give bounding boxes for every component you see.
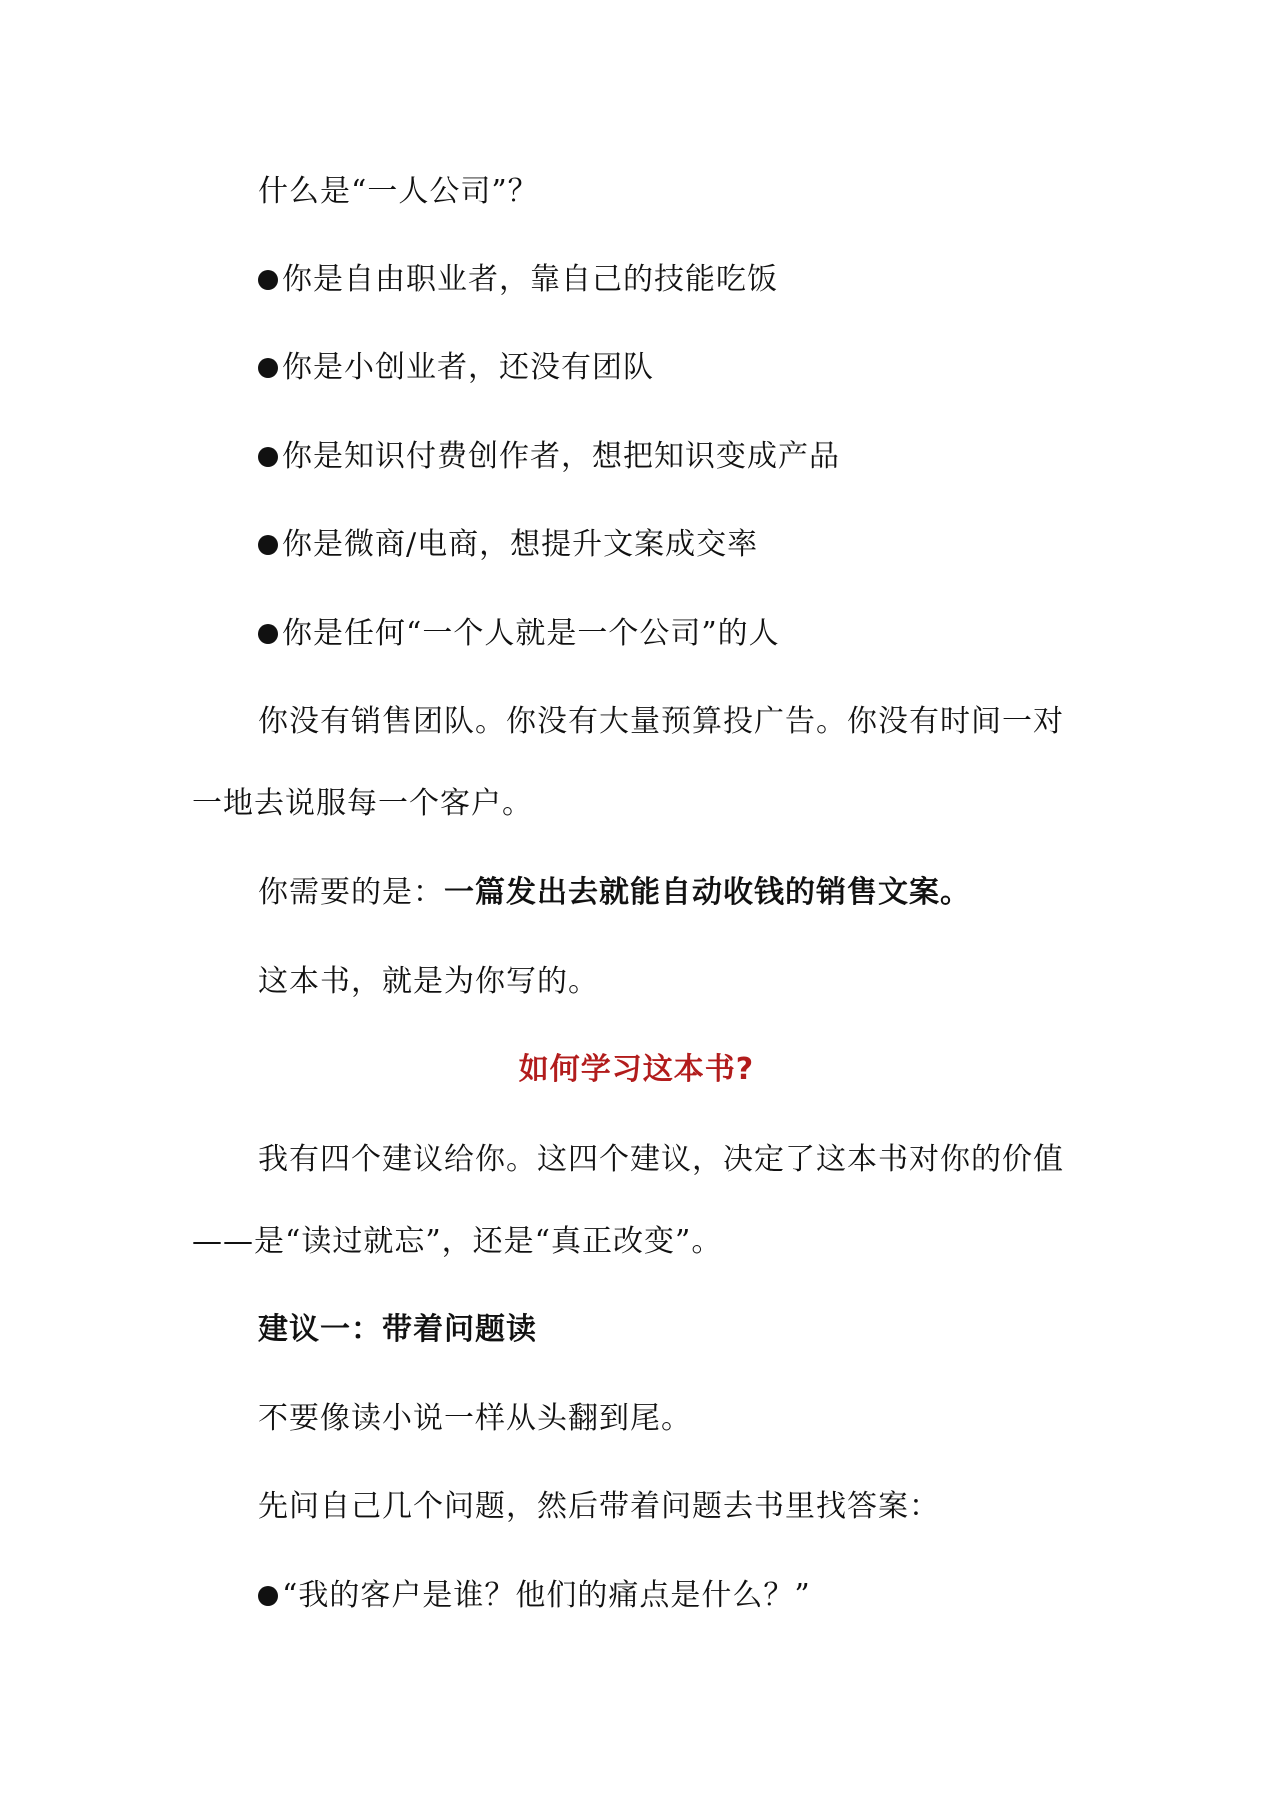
bullet-dot-icon — [258, 447, 278, 467]
list-item — [258, 614, 780, 654]
paragraph-line: 先问自己几个问题，然后带着问题去书里找答案： — [258, 1489, 940, 1524]
list-item-text: 你是自由职业者，靠自己的技能吃饭 — [282, 262, 778, 297]
need-emphasis: 一篇发出去就能自动收钱的销售文案。 — [444, 875, 971, 910]
intro-question: 什么是“一人公司”？ — [258, 174, 539, 209]
list-item — [258, 437, 840, 477]
paragraph-line: 你没有销售团队。你没有大量预算投广告。你没有时间一对 — [258, 704, 1064, 739]
for-you-line: 这本书，就是为你写的。 — [258, 964, 599, 999]
section-heading: 如何学习这本书? — [518, 1052, 755, 1087]
list-item-text: 你是小创业者，还没有团队 — [282, 350, 654, 385]
paragraph-line: 我有四个建议给你。这四个建议，决定了这本书对你的价值 — [258, 1142, 1064, 1177]
list-item — [258, 348, 654, 388]
list-item — [258, 260, 778, 300]
list-item-text: “我的客户是谁？他们的痛点是什么？” — [282, 1578, 811, 1613]
paragraph-line: 不要像读小说一样从头翻到尾。 — [258, 1401, 692, 1436]
need-statement — [258, 873, 971, 913]
need-prefix: 你需要的是： — [258, 875, 444, 910]
bullet-dot-icon — [258, 270, 278, 290]
list-item — [258, 525, 758, 565]
list-item-text: 你是微商/电商，想提升文案成交率 — [282, 527, 759, 562]
list-item — [258, 1576, 811, 1616]
bullet-dot-icon — [258, 358, 278, 378]
bullet-dot-icon — [258, 1586, 278, 1606]
tip-title: 建议一：带着问题读 — [258, 1312, 537, 1347]
bullet-dot-icon — [258, 535, 278, 555]
list-item-text: 你是任何“一个人就是一个公司”的人 — [282, 616, 780, 651]
paragraph-line: ——是“读过就忘”，还是“真正改变”。 — [192, 1224, 723, 1259]
bullet-dot-icon — [258, 624, 278, 644]
list-item-text: 你是知识付费创作者，想把知识变成产品 — [282, 439, 840, 474]
paragraph-line: 一地去说服每一个客户。 — [192, 786, 533, 821]
